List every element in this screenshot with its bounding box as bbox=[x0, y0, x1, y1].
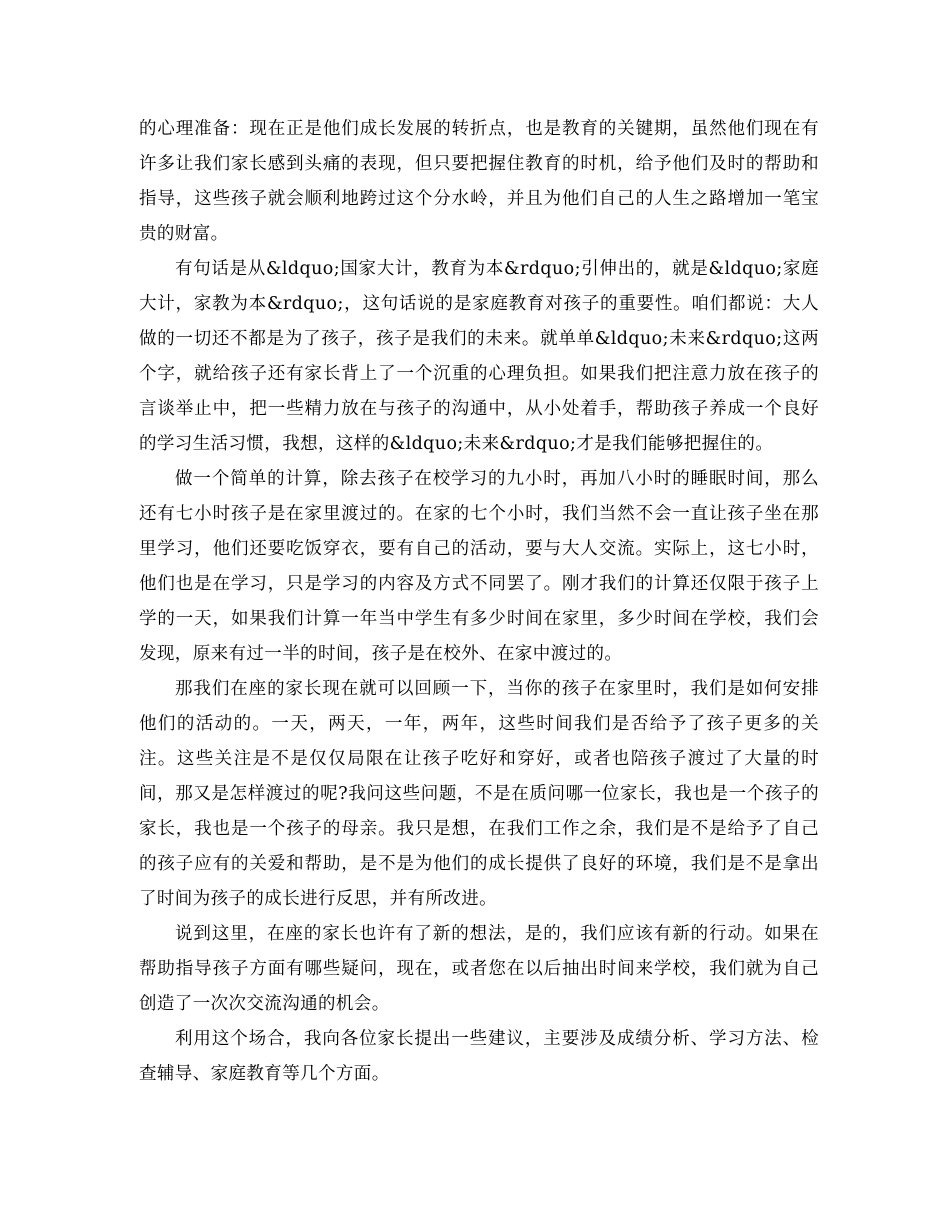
document-body bbox=[139, 112, 819, 1092]
paragraph-4: 那我们在座的家长现在就可以回顾一下，当你的孩子在家里时，我们是如何安排他们的活动的。一天，两天，一年，两年，这些时间我们是否给予了孩子更多的关注。这些关注是不是仅仅局限在让孩子吃好和穿好，或者也陪孩子渡过了大量的时间，那又是怎样渡过的呢?我问这些问题，不是在质问哪一位家长，我也是一个孩子的家长，我也是一个孩子的母亲。我只是想，在我们工作之余，我们是不是给予了自己的孩子应有的关爱和帮助，是不是为他们的成长提供了良好的环境，我们是不是拿出了时间为孩子的成长进行反思，并有所改进。 bbox=[139, 679, 819, 909]
paragraph-6: 利用这个场合，我向各位家长提出一些建议，主要涉及成绩分析、学习方法、检查辅导、家庭教育等几个方面。 bbox=[139, 1029, 819, 1084]
paragraph-3: 做一个简单的计算，除去孩子在校学习的九小时，再加八小时的睡眠时间，那么还有七小时孩子是在家里渡过的。在家的七个小时，我们当然不会一直让孩子坐在那里学习，他们还要吃饭穿衣，要有自己的活动，要与大人交流。实际上，这七小时，他们也是在学习，只是学习的内容及方式不同罢了。刚才我们的计算还仅限于孩子上学的一天，如果我们计算一年当中学生有多少时间在家里，多少时间在学校，我们会发现，原来有过一半的时间，孩子是在校外、在家中渡过的。 bbox=[139, 469, 819, 664]
paragraph-2: 有句话是从&ldquo;国家大计，教育为本&rdquo;引伸出的，就是&ldquo;家庭大计，家教为本&rdquo;，这句话说的是家庭教育对孩子的重要性。咱们都说：大人做的一切还不都是为了孩子，孩子是我们的未来。就单单&ldquo;未来&rdquo;这两个字，就给孩子还有家长背上了一个沉重的心理负担。如果我们把注意力放在孩子的言谈举止中，把一些精力放在与孩子的沟通中，从小处着手，帮助孩子养成一个良好的学习生活习惯，我想，这样的&ldquo;未来&rdquo;才是我们能够把握住的。 bbox=[139, 259, 819, 454]
paragraph-1: 的心理准备：现在正是他们成长发展的转折点，也是教育的关键期，虽然他们现在有许多让我们家长感到头痛的表现，但只要把握住教育的时机，给予他们及时的帮助和指导，这些孩子就会顺利地跨过这个分水岭，并且为他们自己的人生之路增加一笔宝贵的财富。 bbox=[139, 119, 819, 244]
paragraph-5: 说到这里，在座的家长也许有了新的想法，是的，我们应该有新的行动。如果在帮助指导孩子方面有哪些疑问，现在，或者您在以后抽出时间来学校，我们就为自己创造了一次次交流沟通的机会。 bbox=[139, 924, 819, 1014]
